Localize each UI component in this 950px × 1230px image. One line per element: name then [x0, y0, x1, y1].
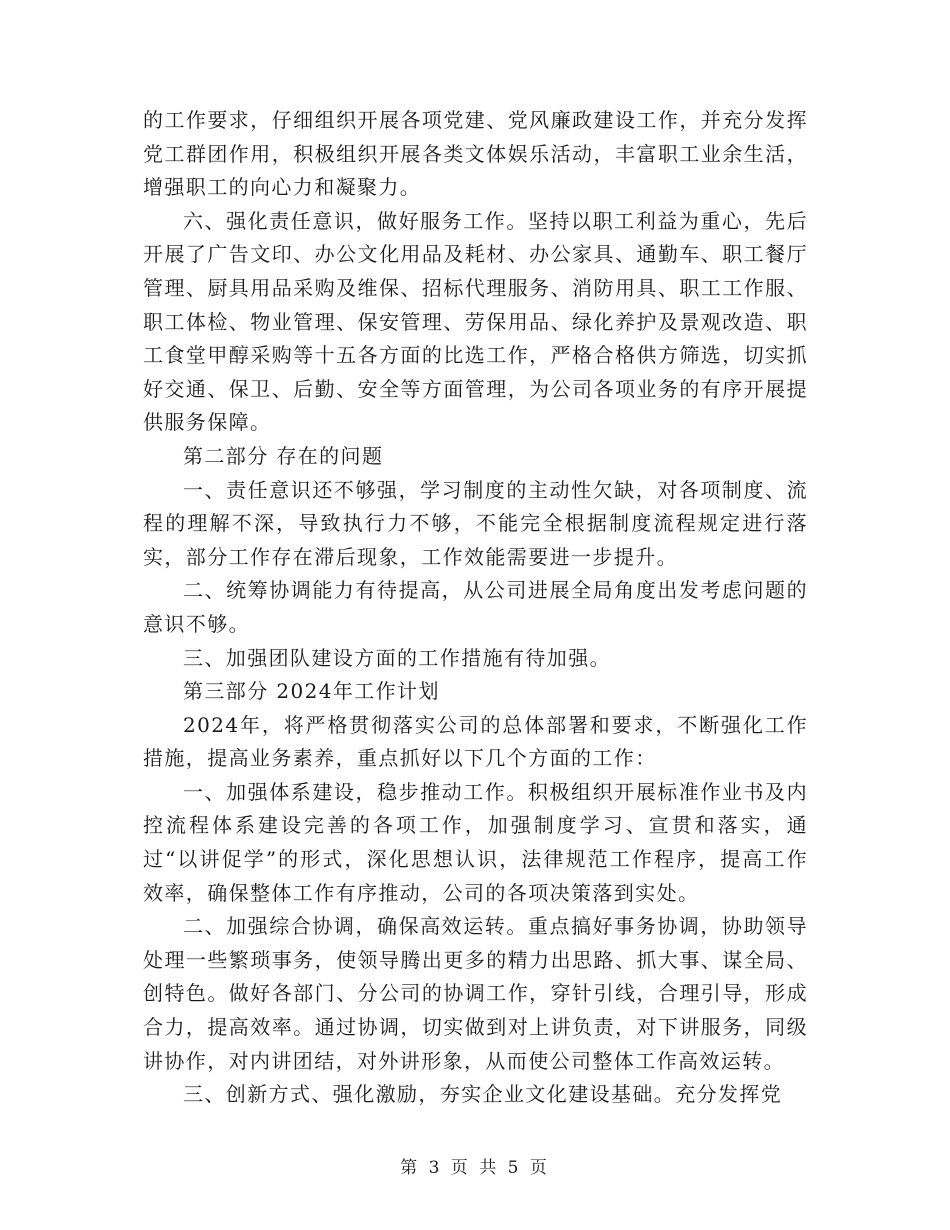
paragraph-continuation: 的工作要求，仔细组织开展各项党建、党风廉政建设工作，并充分发挥党工群团作用，积极组织开展各类文体娱乐活动，丰富职工业余生活，增强职工的向心力和凝聚力。 [143, 108, 808, 200]
section-heading-problems: 第二部分 存在的问题 [183, 443, 384, 468]
page-number-footer: 第 3 页 共 5 页 [400, 1158, 550, 1178]
paragraph-plan-intro: 2024年，将严格贯彻落实公司的总体部署和要求，不断强化工作措施，提高业务素养，重点抓好以下几个方面的工作： [143, 712, 808, 771]
paragraph-plan-1: 一、加强体系建设，稳步推动工作。积极组织开展标准作业书及内控流程体系建设完善的各项工作，加强制度学习、宣贯和落实，通过“以讲促学”的形式，深化思想认识，法律规范工作程序，提高工作效率，确保整体工作有序推动，公司的各项决策落到实处。 [143, 779, 808, 905]
paragraph-problem-2: 二、统筹协调能力有待提高，从公司进展全局角度出发考虑问题的意识不够。 [143, 578, 808, 636]
paragraph-problem-3: 三、加强团队建设方面的工作措施有待加强。 [183, 645, 611, 670]
paragraph-problem-1: 一、责任意识还不够强，学习制度的主动性欠缺，对各项制度、流程的理解不深，导致执行力不够，不能完全根据制度流程规定进行落实，部分工作存在滞后现象，工作效能需要进一步提升。 [143, 477, 808, 569]
section-heading-plan: 第三部分 2024年工作计划 [183, 679, 440, 704]
paragraph-service-work: 六、强化责任意识，做好服务工作。坚持以职工利益为重心，先后开展了广告文印、办公文化用品及耗材、办公家具、通勤车、职工餐厅管理、厨具用品采购及维保、招标代理服务、消防用具、职工工作服、职工体检、物业管理、保安管理、劳保用品、绿化养护及景观改造、职工食堂甲醇采购等十五各方面的比选工作，严格合格供方筛选，切实抓好交通、保卫、后勤、安全等方面管理，为公司各项业务的有序开展提供服务保障。 [143, 208, 808, 435]
paragraph-plan-3: 三、创新方式、强化激励，夯实企业文化建设基础。充分发挥党 [183, 1082, 783, 1107]
paragraph-plan-2: 二、加强综合协调，确保高效运转。重点搞好事务协调，协助领导处理一些繁琐事务，使领导腾出更多的精力出思路、抓大事、谋全局、创特色。做好各部门、分公司的协调工作，穿针引线，合理引导，形成合力，提高效率。通过协调，切实做到对上讲负责，对下讲服务，同级讲协作，对内讲团结，对外讲形象，从而使公司整体工作高效运转。 [143, 914, 808, 1073]
document-body [143, 104, 808, 1112]
